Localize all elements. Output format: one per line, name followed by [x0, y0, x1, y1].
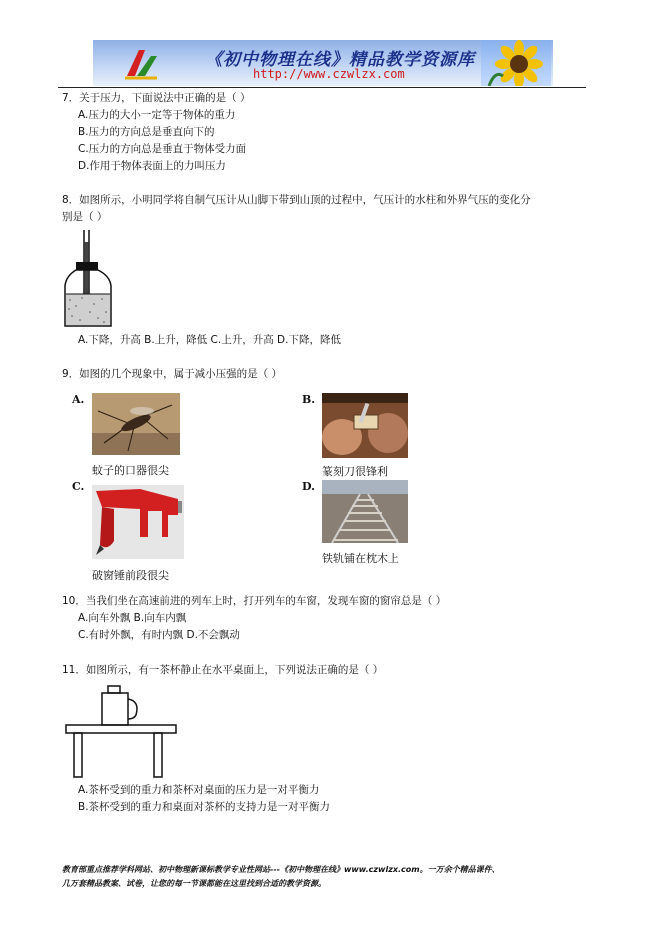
q9-c-tag: C.: [72, 480, 85, 493]
teacup-on-table-diagram: [62, 683, 180, 779]
q7-option-c: C.压力的方向总是垂直于物体受力面: [78, 143, 247, 155]
q10-stem: 10．当我们坐在高速前进的列车上时，打开列车的车窗，发现车窗的窗帘总是（ ）: [62, 595, 447, 607]
banner-title: 《初中物理在线》精品教学资源库: [205, 50, 475, 70]
q9-a-caption: 蚊子的口器很尖: [92, 464, 169, 477]
q8-options: A.下降，升高 B.上升，降低 C.上升，升高 D.下降，降低: [78, 334, 341, 346]
sunflower-image: [481, 40, 551, 86]
site-logo: [123, 46, 159, 80]
q8-stem-line1: 8．如图所示，小明同学将自制气压计从山脚下带到山顶的过程中，气压计的水柱和外界气压的变化分: [62, 194, 531, 206]
q7-stem: 7．关于压力，下面说法中正确的是（ ）: [62, 92, 251, 104]
q9-b-tag: B.: [302, 393, 316, 406]
q8-stem-line2: 别是（ ）: [62, 211, 108, 223]
q9-stem: 9．如图的几个现象中，属于减小压强的是（ ）: [62, 368, 283, 380]
header-divider: [58, 87, 586, 88]
barometer-bottle-diagram: [60, 228, 116, 330]
carving-knife-photo: [322, 393, 408, 458]
q9-d-tag: D.: [302, 480, 315, 493]
railway-sleepers-photo: [322, 480, 408, 543]
q10-options-cd: C.有时外飘，有时内飘 D.不会飘动: [78, 629, 240, 641]
q9-c-caption: 破窗锤前段很尖: [92, 569, 169, 582]
q9-d-caption: 铁轨铺在枕木上: [322, 552, 399, 565]
q9-b-caption: 篆刻刀很锋利: [322, 465, 388, 478]
footer-line1: 教育部重点推荐学科网站、初中物理新课标教学专业性网站---《初中物理在线》www.czwlzx.com。一万余个精品课件、: [62, 865, 500, 874]
header-banner: [93, 40, 553, 86]
q11-option-b: B.茶杯受到的重力和桌面对茶杯的支持力是一对平衡力: [78, 801, 331, 813]
mosquito-photo: [92, 393, 180, 455]
q7-option-b: B.压力的方向总是垂直向下的: [78, 126, 215, 138]
footer-line2: 几万套精品教案、试卷，让您的每一节课都能在这里找到合适的教学资源。: [62, 879, 326, 888]
glass-breaking-hammer-photo: [92, 485, 184, 559]
q7-option-d: D.作用于物体表面上的力叫压力: [78, 160, 226, 172]
q7-option-a: A.压力的大小一定等于物体的重力: [78, 109, 236, 121]
banner-url[interactable]: http://www.czwlzx.com: [253, 67, 405, 81]
q10-options-ab: A.向车外飘 B.向车内飘: [78, 612, 187, 624]
q11-option-a: A.茶杯受到的重力和茶杯对桌面的压力是一对平衡力: [78, 784, 320, 796]
q9-a-tag: A.: [72, 393, 85, 406]
q11-stem: 11．如图所示，有一茶杯静止在水平桌面上，下列说法正确的是（ ）: [62, 664, 384, 676]
